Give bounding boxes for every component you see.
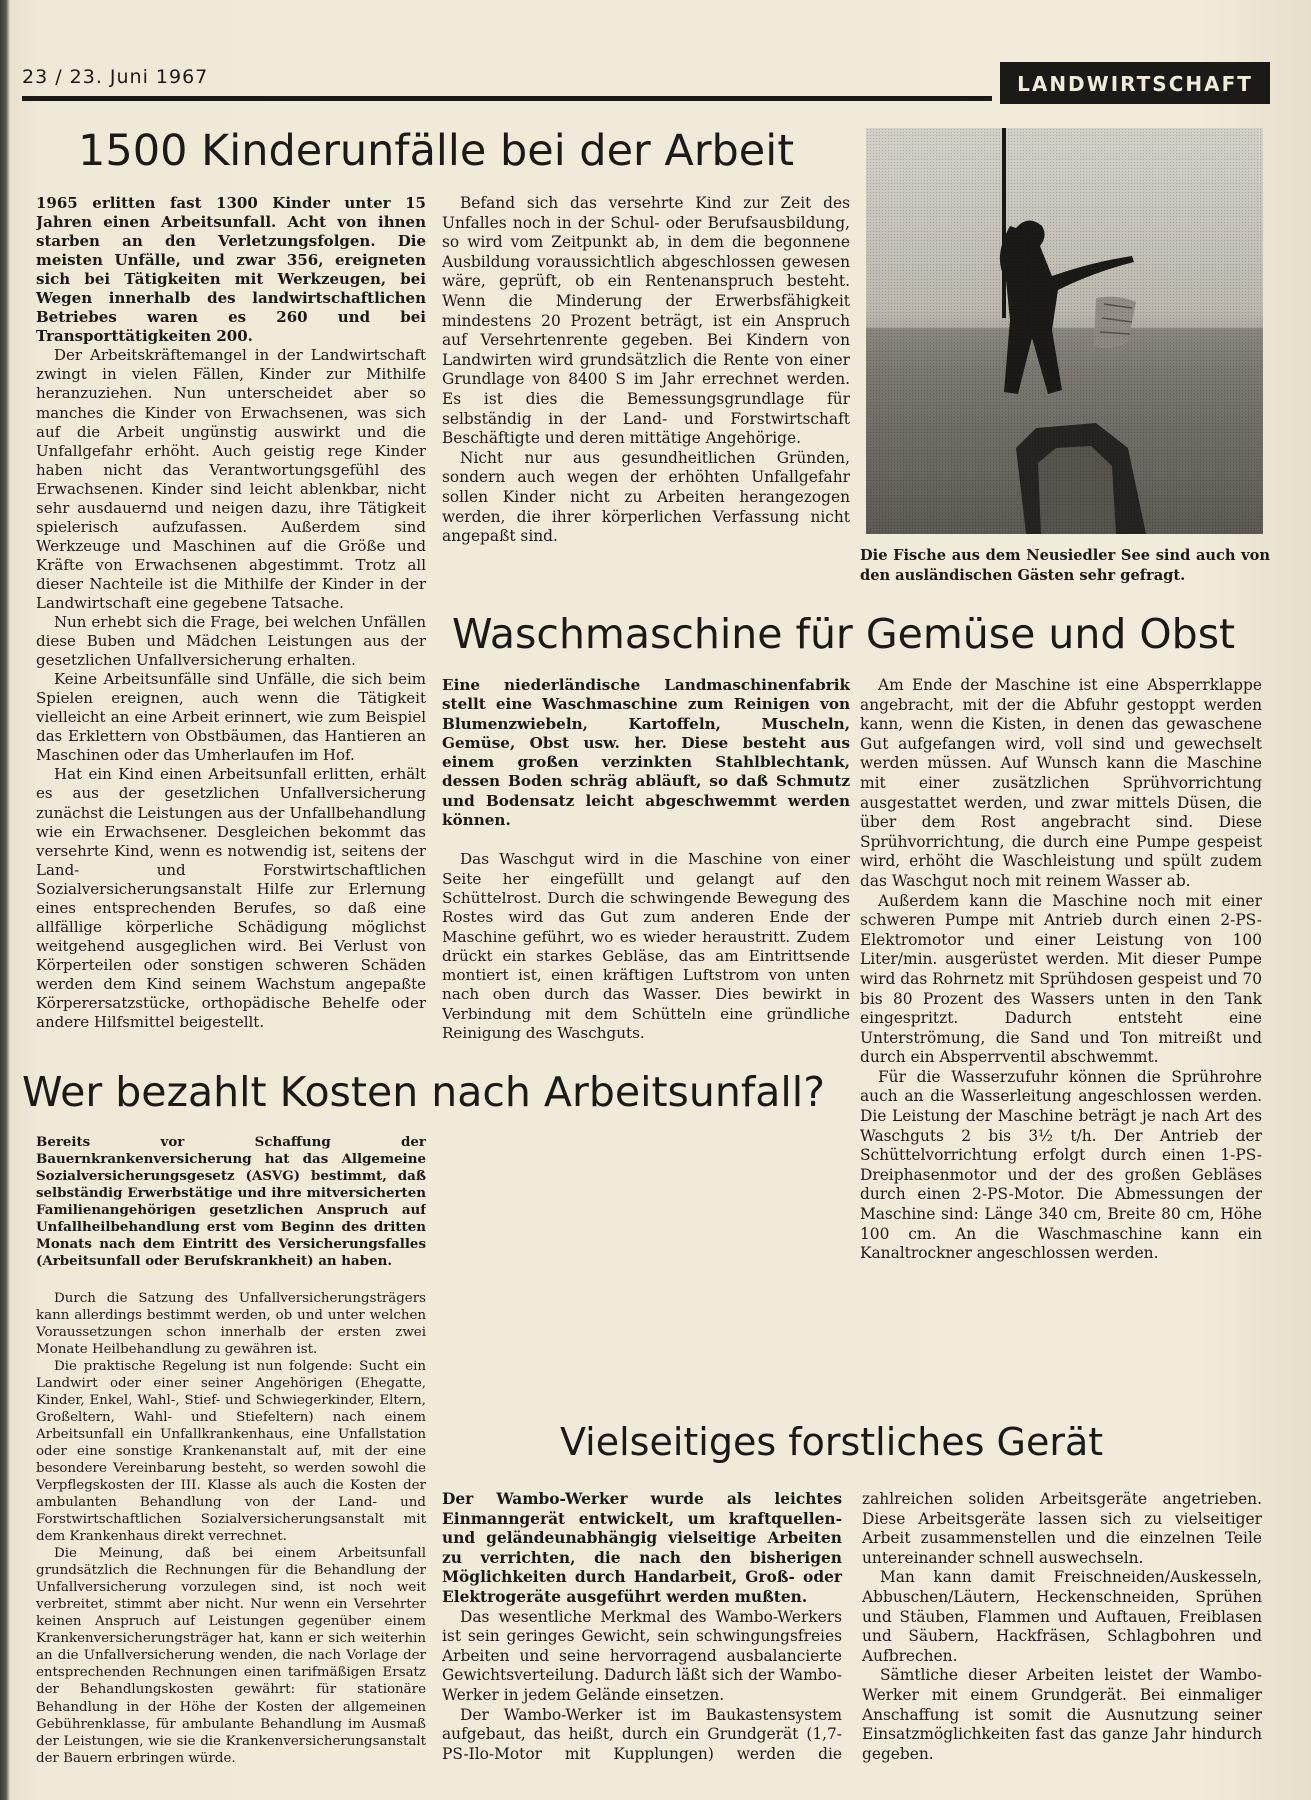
article1-headline: 1500 Kinderunfälle bei der Arbeit <box>78 126 795 176</box>
photo-caption: Die Fische aus dem Neusiedler See sind auch von den ausländischen Gästen sehr gefragt. <box>860 547 1270 584</box>
article1-lead: 1965 erlitten fast 1300 Kinder unter 15 Jahren einen Arbeitsunfall. Acht von ihnen starben an den Verletzungsfolgen. Die meisten Unfälle, und zwar 356, ereigneten sich bei Tätigkeiten mit Werkzeugen, bei Wegen innerhalb des landwirtschaftlichen Betriebes waren es 260 und bei Transporttätigkeiten 200. <box>36 194 426 346</box>
article4-paragraph-1: Das wesentliche Merkmal des Wambo-Werkers ist sein geringes Gewicht, sein schwingungsfreies Arbeiten und seine hervorragend ausbalancierte Gewichtsverteilung. Dadurch läßt sich der Wambo-Werker in jedem Gelände einsetzen. <box>442 1607 842 1704</box>
article3-lead: Bereits vor Schaffung der Bauernkrankenversicherung hat das Allgemeine Sozialversicherungsgesetz (ASVG) bestimmt, daß selbständig Erwerbstätige und ihre mitversicherten Familienangehörigen gesetzlichen Anspruch auf Unfallheilbehandlung erst vom Beginn des dritten Monats nach dem Eintritt des Versicherungsfalles (Arbeitsunfall oder Berufskrankheit) an haben. <box>36 1134 426 1270</box>
article4-paragraph-4: Sämtliche dieser Arbeiten leistet der Wambo-Werker mit einem Grundgerät. Bei einmaliger Anschaffung ist somit die Ausnutzung seiner Einsatzmöglichkeiten fast das ganze Jahr hindurch gegeben. <box>862 1666 1262 1763</box>
article2-headline: Waschmaschine für Gemüse und Obst <box>452 610 1236 658</box>
article1-paragraph-3: Keine Arbeitsunfälle sind Unfälle, die sich beim Spielen ereignen, auch wenn die Tätigkeit vielleicht an eine Arbeit erinnert, wie zum Beispiel das Erklettern von Obstbäumen, das Hantieren an Maschinen oder das Umherlaufen im Hof. <box>36 670 426 765</box>
article1-paragraph-4: Hat ein Kind einen Arbeitsunfall erlitten, erhält es aus der gesetzlichen Unfallversicherung zunächst die Leistungen aus der Unfallbehandlung wie ein Erwachsener. Desgleichen bekommt das versehrte Kind, wenn es notwendig ist, seitens der Land- und Forstwirtschaftlichen Sozialversicherungsanstalt Hilfe zur Erlernung eines entsprechenden Berufes, so daß eine allfällige körperliche Schädigung möglichst weitgehend ausgeglichen wird. Bei Verlust von Körperteilen oder sonstigen schweren Schäden werden dem Kind seinem Wachstum angepaßte Körperersatzstücke, orthopädische Behelfe oder andere Hilfsmittel beigestellt. <box>36 765 426 1032</box>
spacer <box>442 830 850 850</box>
article1-paragraph-2: Nun erhebt sich die Frage, bei welchen Unfällen diese Buben und Mädchen Leistungen aus der gesetzlichen Unfallversicherung erhalten. <box>36 613 426 670</box>
spacer <box>36 1270 426 1290</box>
article4-columns <box>442 1490 1262 1786</box>
article1-column-2 <box>442 194 850 586</box>
article3-headline: Wer bezahlt Kosten nach Arbeitsunfall? <box>22 1068 825 1116</box>
section-tag: LANDWIRTSCHAFT <box>1000 62 1270 104</box>
article2-paragraph-3: Außerdem kann die Maschine noch mit einer schweren Pumpe mit Antrieb durch einen 2-PS-Elektromotor und einer Leistung von 100 Liter/min. ausgerüstet werden. Mit dieser Pumpe wird das Rohrnetz mit Sprühdosen gespeist und 70 bis 80 Prozent des Wassers unten in den Tank eingespritzt. Dadurch entsteht eine Unterströmung, die Sand und Ton mitreißt und durch ein Absperrventil abschwemmt. <box>860 891 1262 1067</box>
article2-paragraph-2: Am Ende der Maschine ist eine Absperrklappe angebracht, mit der die Abfuhr gestoppt werden kann, wenn die Kisten, in denen das gewaschene Gut aufgefangen wird, voll sind und gewechselt werden müssen. Auf Wunsch kann die Maschine mit einer zusätzlichen Sprühvorrichtung ausgestattet werden, und zwar mittels Düsen, die über dem Rost angebracht sind. Diese Sprühvorrichtung, die durch eine Pumpe gespeist wird, erhöht die Waschleistung und spült zudem das Waschgut noch mit reinem Wasser ab. <box>860 676 1262 890</box>
article4-headline: Vielseitiges forstliches Gerät <box>560 1420 1104 1464</box>
article2-column-1 <box>442 676 850 1046</box>
article3-paragraph-2: Die praktische Regelung ist nun folgende: Sucht ein Landwirt oder einer seiner Angehörigen (Ehegatte, Kinder, Enkel, Wahl-, Stief- und Schwiegerkinder, Eltern, Großeltern, Wahl- und Stiefeltern) nach einem Arbeitsunfall ein Unfallkrankenhaus, eine Unfallstation oder eine sonstige Krankenanstalt auf, mit der eine besondere Vereinbarung besteht, so werden sowohl die Verpflegskosten der III. Klasse als auch die Kosten der ambulanten Behandlung von der Land- und Forstwirtschaftlichen Sozialversicherungsanstalt mit dem Krankenhaus direkt verrechnet. <box>36 1359 426 1545</box>
article3-paragraph-1: Durch die Satzung des Unfallversicherungsträgers kann allerdings bestimmt werden, ob und unter welchen Voraussetzungen schon innerhalb der ersten zwei Monate Heilbehandlung zu gewähren ist. <box>36 1291 426 1358</box>
article2-lead: Eine niederländische Landmaschinenfabrik stellt eine Waschmaschine zum Reinigen von Blumenzwiebeln, Kartoffeln, Muscheln, Gemüse, Obst usw. her. Diese besteht aus einem großen verzinkten Stahlblechtank, dessen Boden schräg abläuft, so daß Schmutz und Bodensatz leicht abgeschwemmt werden können. <box>442 676 850 830</box>
article4-lead: Der Wambo-Werker wurde als leichtes Einmanngerät entwickelt, um kraftquellen- und geländeunabhängig vielseitige Arbeiten zu verrichten, die nach den bisherigen Möglichkeiten durch Handarbeit, Groß- oder Elektrogeräte ausgeführt werden mußten. <box>442 1490 842 1606</box>
issue-date: 23 / 23. Juni 1967 <box>22 66 209 88</box>
article1-paragraph-6: Nicht nur aus gesundheitlichen Gründen, sondern auch wegen der erhöhten Unfallgefahr sollen Kinder nicht zu Arbeiten herangezogen werden, die ihrer körperlichen Verfassung nicht angepaßt sind. <box>442 448 850 546</box>
article1-paragraph-1: Der Arbeitskräftemangel in der Landwirtschaft zwingt in vielen Fällen, Kinder zur Mithilfe heranzuziehen. Nun unterscheidet aber so manches die Kinder von Erwachsenen, was sich auf die Arbeit ungünstig auswirkt und die Unfallgefahr erhöht. Auch geistig rege Kinder haben nicht das Verantwortungsgefühl des Erwachsenen. Kinder sind leicht ablenkbar, nicht sehr ausdauernd und neigen dazu, ihre Tätigkeit spielerisch aufzufassen. Außerdem sind Werkzeuge und Maschinen auf die Größe und Kräfte von Erwachsenen abgestimmt. Trotz all dieser Nachteile ist die Mithilfe der Kinder in der Landwirtschaft eine gegebene Tatsache. <box>36 346 426 612</box>
article4-paragraph-3: Man kann damit Freischneiden/Auskesseln, Abbuschen/Läutern, Heckenschneiden, Sprühen und Stäuben, Flammen und Auftauen, Freiblasen und Säubern, Hackfräsen, Schlagbohren und Aufbrechen. <box>862 1568 1262 1665</box>
fisherman-photo-image <box>866 128 1263 534</box>
article1-paragraph-5: Befand sich das versehrte Kind zur Zeit des Unfalles noch in der Schul- oder Berufsausbildung, so wird vom Zeitpunkt ab, in dem die begonnene Ausbildung voraussichtlich abgeschlossen gewesen wäre, geprüft, ob ein Rentenanspruch besteht. Wenn die Minderung der Erwerbsfähigkeit mindestens 20 Prozent beträgt, ist ein Anspruch auf Versehrtenrente gegeben. Bei Kindern von Landwirten wird grundsätzlich die Rente von einer Grundlage von 8400 S im Jahr errechnet werden. Es ist dies die Bemessungsgrundlage für selbständig in der Land- und Forstwirtschaft Beschäftigte und deren mittätige Angehörige. <box>442 194 850 448</box>
article2-paragraph-4: Für die Wasserzufuhr können die Sprührohre auch an die Wasserleitung angeschlossen werden. Die Leistung der Maschine beträgt je nach Art des Waschguts 2 bis 3½ t/h. Der Antrieb der Schüttelvorrichtung erfolgt durch einen 1-PS-Dreiphasenmotor und der des großen Gebläses durch einen 2-PS-Motor. Die Abmessungen der Maschine sind: Länge 340 cm, Breite 80 cm, Höhe 100 cm. An die Waschmaschine kann ein Kanaltrockner angeschlossen werden. <box>860 1067 1262 1263</box>
article3-column-1 <box>36 1134 426 1774</box>
article4-paragraph-2: Der Wambo-Werker ist im Baukastensystem aufgebaut, das heißt, durch ein Grundgerät (1,7-PS-Ilo-Motor mit Kupplungen) werden die zahlreichen soliden Arbeitsgeräte angetrieben. Diese Arbeitsgeräte lassen sich zu vielseitiger Arbeit zusammenstellen und die einzelnen Teile untereinander schnell auswechseln. <box>442 1490 1262 1763</box>
header-rule <box>22 96 992 101</box>
article3-paragraph-3: Die Meinung, daß bei einem Arbeitsunfall grundsätzlich die Rechnungen für die Behandlung der Unfallversicherung vorzulegen sind, ist noch weit verbreitet, stimmt aber nicht. Nur wenn ein Versehrter keinen Anspruch auf Leistungen gegenüber einem Krankenversicherungsträger hat, kann er sich weiterhin an die Unfallversicherung wenden, die nach Vorlage der entsprechenden Rechnungen einen tarifmäßigen Ersatz der Behandlungskosten gewährt: für stationäre Behandlung in der Höhe der Kosten der allgemeinen Gebührenklasse, für ambulante Behandlung im Ausmaß der Leistungen, wie sie die Krankenversicherungsanstalt der Bauern erbringen würde. <box>36 1546 426 1766</box>
article2-column-2 <box>860 676 1262 1406</box>
article2-paragraph-1: Das Waschgut wird in die Maschine von einer Seite her eingefüllt und gelangt auf den Schüttelrost. Durch die schwingende Bewegung des Rostes wird das Gut zum anderen Ende der Maschine geführt, wo es wieder heraustritt. Zudem drückt ein starkes Gebläse, das am Eintrittsende montiert ist, einen kräftigen Luftstrom von unten nach oben durch das Wasser. Dies bewirkt in Verbindung mit dem Schütteln eine gründliche Reinigung des Waschguts. <box>442 850 850 1043</box>
fisherman-photo <box>866 128 1263 534</box>
page-header <box>22 62 1270 102</box>
article1-column-1 <box>36 194 426 1044</box>
